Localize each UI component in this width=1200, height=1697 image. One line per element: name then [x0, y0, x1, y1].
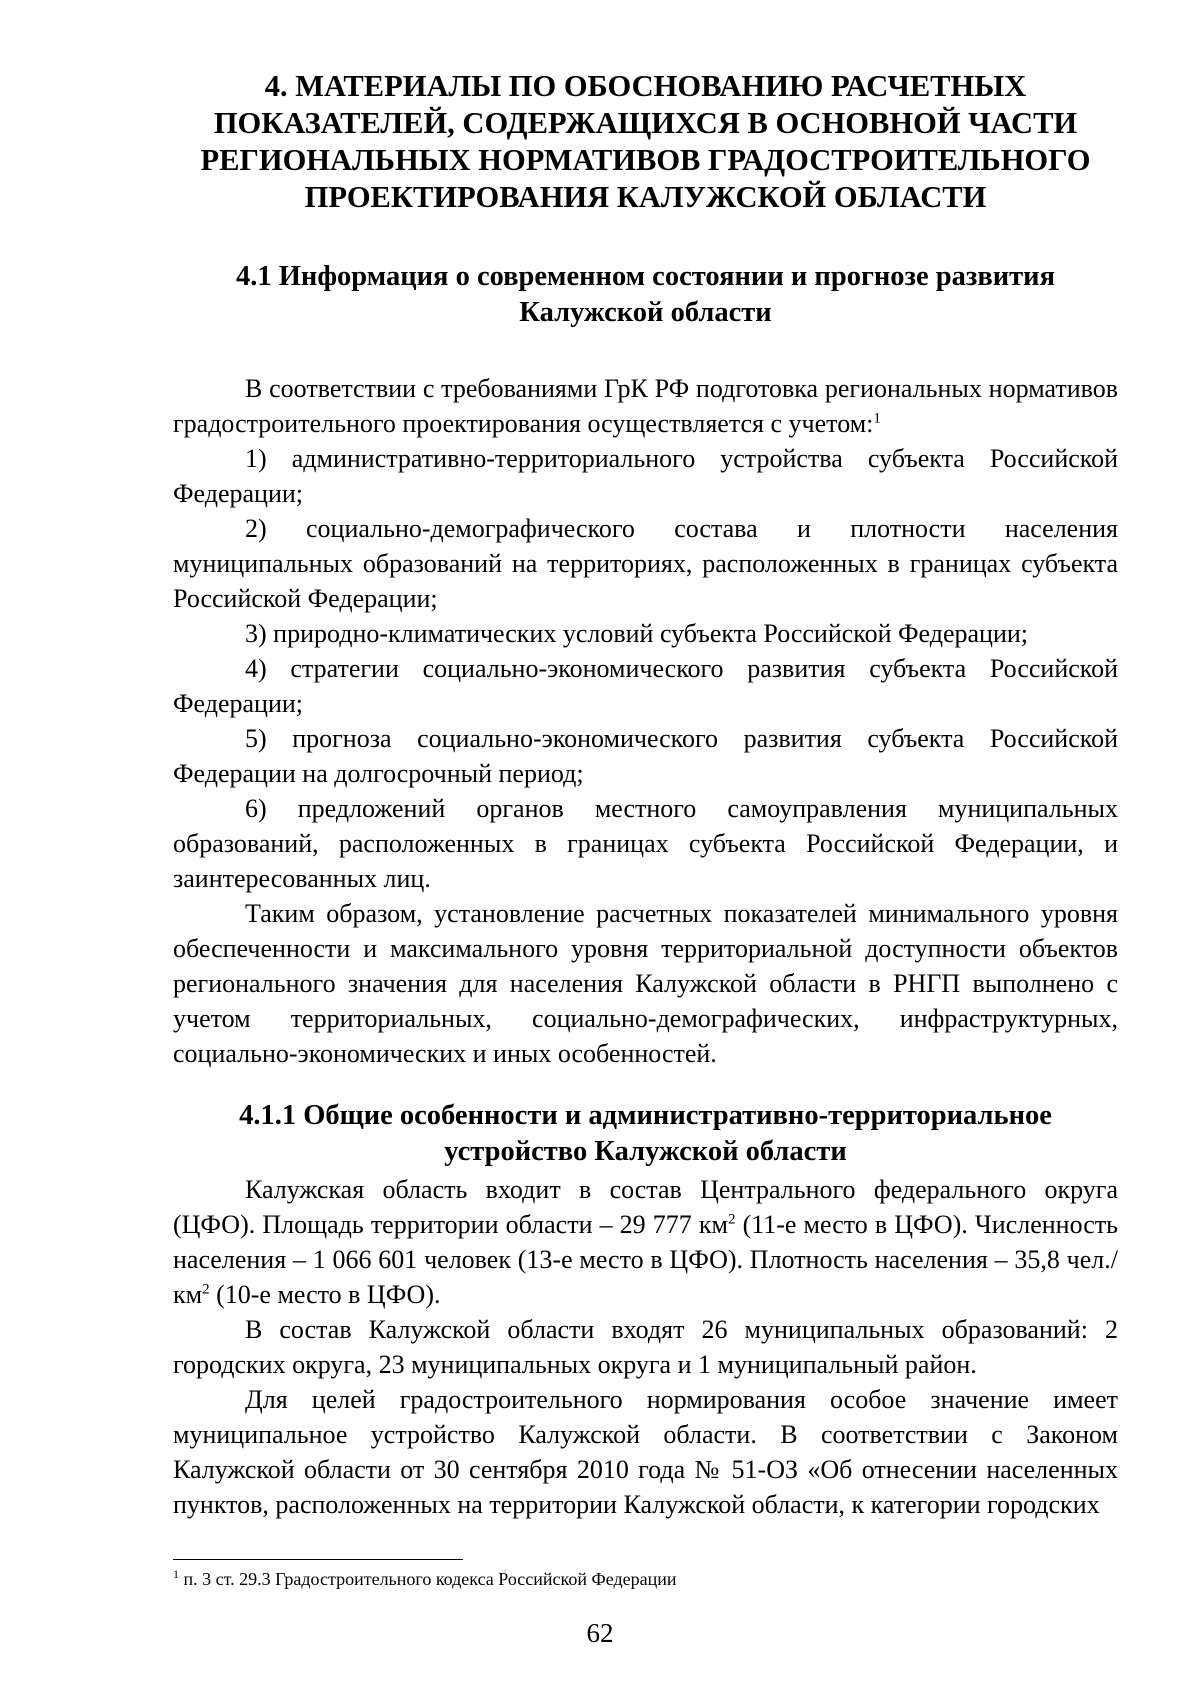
- section-title: 4. МАТЕРИАЛЫ ПО ОБОСНОВАНИЮ РАСЧЕТНЫХ ПОКАЗАТЕЛЕЙ, СОДЕРЖАЩИХСЯ В ОСНОВНОЙ ЧАСТИ РЕГИОНАЛЬНЫХ НОРМАТИВОВ ГРАДОСТРОИТЕЛЬНОГО ПРОЕКТИРОВАНИЯ КАЛУЖСКОЙ ОБЛАСТИ: [200, 69, 1091, 214]
- list-item: 4) стратегии социально-экономического развития субъекта Российской Федерации;: [173, 654, 1118, 718]
- section-body: [173, 371, 1118, 1071]
- area-text-part2: (11-е место в ЦФО). Численность населения – 1 066 601 человек (13-е место в ЦФО). Плотность населения – 35,8 чел./км: [173, 1210, 1118, 1309]
- area-text-part3: (10-е место в ЦФО).: [209, 1280, 441, 1309]
- list-item: 5) прогноза социально-экономического развития субъекта Российской Федерации на долгосрочный период;: [173, 724, 1118, 788]
- footnote-text: п. 3 ст. 29.3 Градостроительного кодекса Российской Федерации: [179, 1569, 677, 1589]
- intro-text: В соответствии с требованиями ГрК РФ подготовка региональных нормативов градостроительного проектирования осуществляется с учетом:: [173, 374, 1118, 438]
- subsection-body: [173, 1172, 1118, 1522]
- superscript: 2: [202, 1281, 210, 1298]
- footnote-marker: 1: [173, 1567, 179, 1581]
- law-paragraph: Для целей градостроительного нормирования особое значение имеет муниципальное устройство Калужской области. В соответствии с Законом Калужской области от 30 сентября 2010 года № 51-ОЗ «Об отнесении населенных пунктов, расположенных на территории Калужской области, к категории городских: [173, 1385, 1118, 1519]
- list-item: 3) природно-климатических условий субъекта Российской Федерации;: [245, 619, 1029, 648]
- intro-paragraph: [173, 371, 1118, 441]
- footnote-reference: 1: [873, 410, 881, 427]
- summary-paragraph: Таким образом, установление расчетных показателей минимального уровня обеспеченности и максимального уровня территориальной доступности объектов регионального значения для населения Калужской области в РНГП выполнено с учетом территориальных, социально-демографических, инфраструктурных, социально-экономических и иных особенностей.: [173, 899, 1118, 1068]
- list-item: 2) социально-демографического состава и плотности населения муниципальных образований на территориях, расположенных в границах субъекта Российской Федерации;: [173, 514, 1118, 613]
- subsubsection-title: 4.1.1 Общие особенности и административно-территориальное устройство Калужской области: [239, 1100, 1052, 1167]
- municipal-paragraph: В состав Калужской области входят 26 муниципальных образований: 2 городских округа, 23 муниципальных округа и 1 муниципальный район.: [173, 1315, 1118, 1379]
- list-item: 6) предложений органов местного самоуправления муниципальных образований, расположенных в границах субъекта Российской Федерации, и заинтересованных лиц.: [173, 794, 1118, 893]
- subsection-title: 4.1 Информация о современном состоянии и прогнозе развития Калужской области: [236, 261, 1055, 328]
- footnote-divider: [173, 1559, 463, 1560]
- list-item: 1) административно-территориального устройства субъекта Российской Федерации;: [173, 444, 1118, 508]
- area-paragraph: [173, 1172, 1118, 1312]
- area-text-part1: Калужская область входит в состав Центрального федерального округа (ЦФО). Площадь территории области – 29 777 км: [173, 1175, 1118, 1239]
- superscript: 2: [727, 1211, 736, 1228]
- page-number: 62: [586, 1618, 614, 1648]
- footnote: [173, 1567, 1118, 1591]
